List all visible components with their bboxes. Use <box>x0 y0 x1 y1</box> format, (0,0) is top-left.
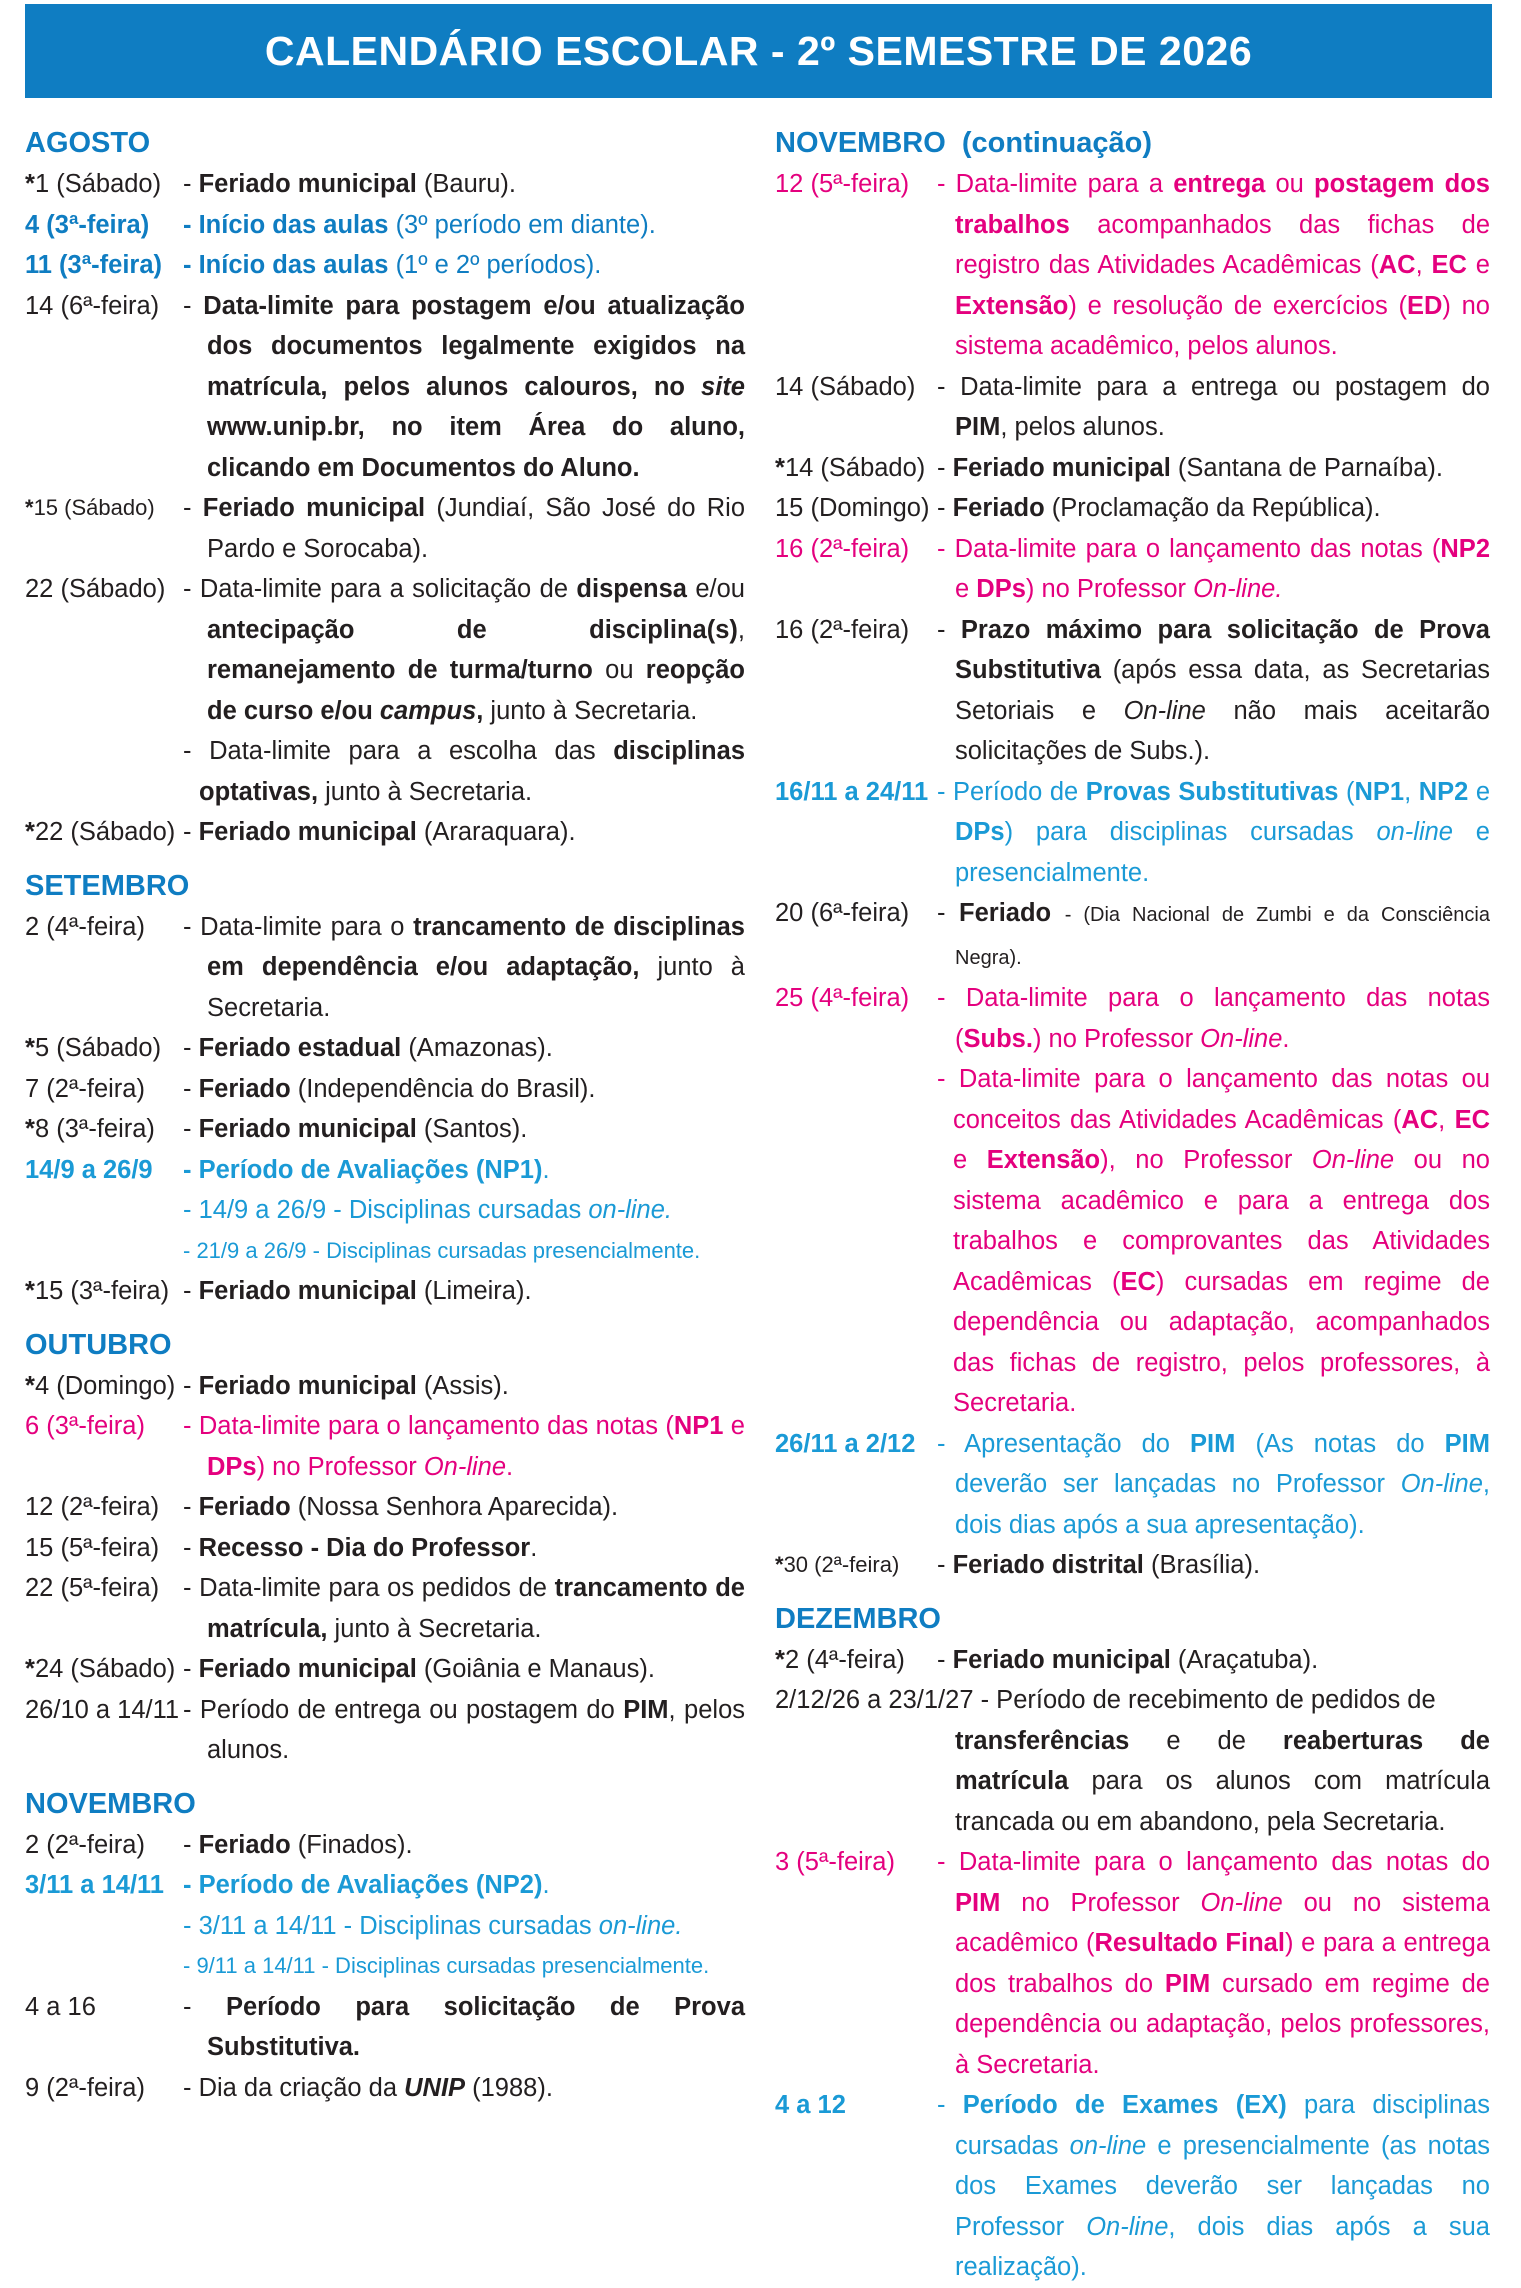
entry-text: - Recesso - Dia do Professor. <box>183 1533 538 1562</box>
entry-text: - Período de Provas Substitutivas (NP1, NP2 e DPs) para disciplinas cursadas on-line e presencialmente. <box>937 777 1491 887</box>
entry-date: 20 (6ª-feira) <box>775 899 910 927</box>
entry-set-5 <box>25 1028 745 1069</box>
entry-out-4 <box>25 1366 745 1407</box>
entry-text: - Data-limite para a solicitação de dispensa e/ou antecipação de disciplina(s), remanejamento de turma/turno ou reopção de curso e/ou campus, junto à Secretaria. <box>183 575 745 725</box>
entry-text: - Feriado municipal (Araçatuba). <box>937 1645 1319 1674</box>
entry-date: 25 (4ª-feira) <box>775 984 910 1012</box>
entry-dez-2 <box>775 1640 1490 1681</box>
entry-text: - Feriado municipal (Limeira). <box>183 1277 532 1305</box>
entry-text: - Período de recebimento de pedidos de <box>980 1686 1436 1714</box>
entry-text: - Feriado (Finados). <box>183 1830 413 1859</box>
entry-out-15 <box>25 1528 745 1569</box>
entry-nov-12 <box>775 164 1490 367</box>
entry-date: 16/11 a 24/11 <box>775 777 929 806</box>
entry-text: - Período para solicitação de Prova Substitutiva. <box>183 1992 745 2061</box>
entry-text: - Período de entrega ou postagem do PIM, pelos alunos. <box>183 1695 745 1764</box>
entry-date: 2 (4ª-feira) <box>25 912 145 941</box>
entry-date: *15 (Sábado) <box>25 495 155 520</box>
entry-date: *22 (Sábado) <box>25 818 176 846</box>
entry-text: - Data-limite para o lançamento das notas (NP1 e DPs) no Professor On-line. <box>183 1412 745 1481</box>
month-heading-outubro: OUTUBRO <box>25 1328 172 1361</box>
entry-nov-20 <box>775 893 1490 978</box>
entry-date: 22 (5ª-feira) <box>25 1574 160 1602</box>
entry-nov-14 <box>775 367 1490 448</box>
left-column <box>25 126 745 2108</box>
entry-text: - Feriado - (Dia Nacional de Zumbi e da Consciência Negra). <box>937 899 1490 969</box>
entry-set-7 <box>25 1069 745 1110</box>
entry-out-22 <box>25 1568 745 1649</box>
entry-nov-3 <box>25 1865 745 1906</box>
entry-text: - Data-limite para a escolha das disciplinas optativas, junto à Secretaria. <box>183 737 745 806</box>
entry-date: 3 (5ª-feira) <box>775 1848 895 1876</box>
entry-text: - Data-limite para o trancamento de disciplinas em dependência e/ou adaptação, junto à Secretaria. <box>183 912 745 1022</box>
entry-text: - 14/9 a 26/9 - Disciplinas cursadas on-line. <box>183 1196 673 1224</box>
entry-text: - Feriado municipal (Goiânia e Manaus). <box>183 1655 655 1683</box>
entry-out-26 <box>25 1690 745 1771</box>
entry-text: - Data-limite para o lançamento das notas (Subs.) no Professor On-line. <box>937 984 1490 1053</box>
entry-date: 4 (3ª-feira) <box>25 210 150 239</box>
entry-nov-4 <box>25 1987 745 2068</box>
entry-text: - Dia da criação da UNIP (1988). <box>183 2073 553 2102</box>
entry-text: - Período de Avaliações (NP1). <box>183 1155 550 1184</box>
entry-nov-16b <box>775 610 1490 772</box>
entry-nov-16 <box>775 529 1490 610</box>
entry-ago-4 <box>25 205 745 246</box>
entry-date: *24 (Sábado) <box>25 1655 176 1683</box>
entry-text: - Período de Avaliações (NP2). <box>183 1871 550 1899</box>
entry-text: - Feriado municipal (Bauru). <box>183 170 516 198</box>
entry-date: 16 (2ª-feira) <box>775 534 910 563</box>
entry-nov-26 <box>775 1424 1490 1546</box>
month-heading-agosto: AGOSTO <box>25 127 151 159</box>
entry-nov-25b <box>775 1059 1490 1424</box>
entry-date: 15 (Domingo) <box>775 494 930 522</box>
entry-nov-15 <box>775 488 1490 529</box>
entry-set-14b <box>25 1231 745 1272</box>
entry-date: *1 (Sábado) <box>25 170 162 198</box>
month-heading-setembro: SETEMBRO <box>25 869 190 902</box>
entry-text: - 3/11 a 14/11 - Disciplinas cursadas on-line. <box>183 1911 683 1940</box>
page-title: CALENDÁRIO ESCOLAR - 2º SEMESTRE DE 2026 <box>25 4 1492 98</box>
entry-date: 2/12/26 a 23/1/27 <box>775 1686 974 1714</box>
entry-text: - Feriado (Proclamação da República). <box>937 494 1381 522</box>
entry-ago-14 <box>25 286 745 489</box>
entry-date: 14 (6ª-feira) <box>25 291 160 320</box>
entry-date: 12 (5ª-feira) <box>775 170 910 198</box>
entry-nov-3a <box>25 1906 745 1947</box>
entry-ago-15 <box>25 488 745 569</box>
entry-text: - Data-limite para os pedidos de trancamento de matrícula, junto à Secretaria. <box>183 1574 745 1643</box>
entry-date: *4 (Domingo) <box>25 1371 176 1400</box>
entry-set-14a <box>25 1190 745 1231</box>
entry-text: - Período de Exames (EX) para disciplinas cursadas on-line e presencialmente (as notas dos Exames deverão ser lançadas no Professor On-line, dois dias após a sua realização). <box>937 2091 1490 2281</box>
entry-text: - 9/11 a 14/11 - Disciplinas cursadas presencialmente. <box>183 1953 710 1978</box>
entry-dez-3 <box>775 1842 1490 2085</box>
entry-set-14 <box>25 1150 745 1191</box>
entry-text: - Data-limite para postagem e/ou atualização dos documentos legalmente exigidos na matrícula, pelos alunos calouros, no site www.unip.br, no item Área do aluno, clicando em Documentos do Aluno. <box>183 291 745 482</box>
entry-text: - Feriado (Nossa Senhora Aparecida). <box>183 1493 619 1521</box>
entry-text: - Início das aulas (1º e 2º períodos). <box>183 251 602 279</box>
month-heading-dezembro: DEZEMBRO <box>775 1602 941 1635</box>
entry-set-2 <box>25 907 745 1029</box>
entry-text: - Feriado municipal (Santana de Parnaíba). <box>937 453 1443 482</box>
entry-ago-1 <box>25 164 745 205</box>
entry-date: 6 (3ª-feira) <box>25 1412 145 1440</box>
entry-text: - Data-limite para a entrega ou postagem do PIM, pelos alunos. <box>937 372 1490 441</box>
entry-nov-9 <box>25 2068 745 2109</box>
entry-out-6 <box>25 1406 745 1487</box>
entry-date: 11 (3ª-feira) <box>25 251 163 279</box>
entry-ago-22b <box>25 731 745 812</box>
entry-set-8 <box>25 1109 745 1150</box>
entry-date: *2 (4ª-feira) <box>775 1645 905 1674</box>
entry-dez-2b <box>775 1680 1490 1842</box>
entry-nov-3b <box>25 1946 745 1987</box>
entry-date: 9 (2ª-feira) <box>25 2073 145 2102</box>
entry-date: 4 a 12 <box>775 2091 846 2119</box>
entry-date: 26/10 a 14/11 <box>25 1695 180 1724</box>
entry-nov-2 <box>25 1825 745 1866</box>
entry-date: *8 (3ª-feira) <box>25 1115 155 1143</box>
entry-ago-11 <box>25 245 745 286</box>
entry-text: - Prazo máximo para solicitação de Prova Substitutiva (após essa data, as Secretarias Setoriais e On-line não mais aceitarão solicitações de Subs.). <box>937 615 1490 765</box>
entry-date: 3/11 a 14/11 <box>25 1871 164 1899</box>
entry-date: *14 (Sábado) <box>775 453 926 482</box>
entry-date: *15 (3ª-feira) <box>25 1277 170 1305</box>
entry-text: - Feriado distrital (Brasília). <box>937 1551 1261 1579</box>
entry-date: 2 (2ª-feira) <box>25 1830 145 1859</box>
entry-date: 14/9 a 26/9 <box>25 1155 153 1184</box>
entry-date: 14 (Sábado) <box>775 372 916 401</box>
entry-text: - Data-limite para o lançamento das notas (NP2 e DPs) no Professor On-line. <box>937 534 1490 603</box>
entry-date: 4 a 16 <box>25 1992 96 2021</box>
right-column <box>775 126 1490 2288</box>
entry-date: *30 (2ª-feira) <box>775 1552 900 1577</box>
entry-text: - Feriado municipal (Jundiaí, São José do Rio Pardo e Sorocaba). <box>183 494 746 563</box>
month-heading-novembro-continuacao: NOVEMBRO (continuação) <box>775 127 1153 159</box>
entry-text: - Feriado municipal (Araraquara). <box>183 818 576 846</box>
entry-text: - Apresentação do PIM (As notas do PIM deverão ser lançadas no Professor On-line, dois dias após a sua apresentação). <box>937 1429 1490 1539</box>
entry-date: 26/11 a 2/12 <box>775 1429 916 1458</box>
entry-text: - Feriado municipal (Santos). <box>183 1115 528 1143</box>
entry-dez-4 <box>775 2085 1490 2288</box>
entry-out-24 <box>25 1649 745 1690</box>
entry-text: - Data-limite para o lançamento das notas do PIM no Professor On-line ou no sistema acadêmico (Resultado Final) e para a entrega dos trabalhos do PIM cursado em regime de dependência ou adaptação, pelos professores, à Secretaria. <box>937 1848 1490 2079</box>
entry-text: - Início das aulas (3º período em diante). <box>183 210 656 239</box>
entry-out-12 <box>25 1487 745 1528</box>
entry-nov-14b <box>775 448 1490 489</box>
entry-text: - Feriado estadual (Amazonas). <box>183 1034 553 1062</box>
entry-text: - 21/9 a 26/9 - Disciplinas cursadas presencialmente. <box>183 1237 701 1263</box>
entry-nov-16c <box>775 772 1490 894</box>
entry-set-15 <box>25 1271 745 1312</box>
entry-nov-30 <box>775 1545 1490 1586</box>
entry-text: - Data-limite para a entrega ou postagem dos trabalhos acompanhados das fichas de registro das Atividades Acadêmicas (AC, EC e Extensão) e resolução de exercícios (ED) no sistema acadêmico, pelos alunos. <box>937 170 1490 360</box>
entry-text-continued: transferências e de reaberturas de matrícula para os alunos com matrícula trancada ou em abandono, pela Secretaria. <box>955 1726 1490 1836</box>
entry-nov-25 <box>775 978 1490 1059</box>
entry-text: - Data-limite para o lançamento das notas ou conceitos das Atividades Acadêmicas (AC, EC e Extensão), no Professor On-line ou no sistema acadêmico e para a entrega dos trabalhos e comprovantes das Atividades Acadêmicas (EC) cursadas em regime de dependência ou adaptação, acompanhados das fichas de registro, pelos professores, à Secretaria. <box>937 1065 1491 1417</box>
entry-date: 15 (5ª-feira) <box>25 1533 160 1562</box>
entry-ago-22c <box>25 812 745 853</box>
entry-date: 22 (Sábado) <box>25 575 166 603</box>
entry-text: - Feriado municipal (Assis). <box>183 1371 509 1400</box>
entry-date: *5 (Sábado) <box>25 1034 162 1062</box>
entry-date: 12 (2ª-feira) <box>25 1493 160 1521</box>
entry-ago-22 <box>25 569 745 731</box>
entry-text: - Feriado (Independência do Brasil). <box>183 1074 596 1103</box>
month-heading-novembro: NOVEMBRO <box>25 1787 196 1820</box>
entry-date: 7 (2ª-feira) <box>25 1074 145 1103</box>
entry-date: 16 (2ª-feira) <box>775 615 910 644</box>
